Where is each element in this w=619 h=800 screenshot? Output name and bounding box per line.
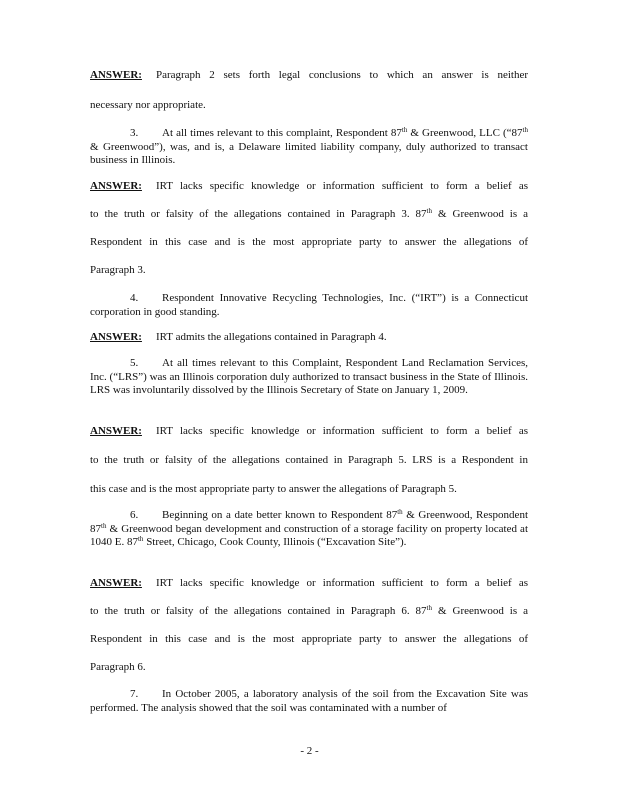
paragraph-5 [90, 357, 528, 398]
paragraph-3-text-a: At all times relevant to this complaint, Respondent 87 [162, 127, 402, 139]
paragraph-6-sup-b: th [101, 521, 107, 530]
paragraph-7-number: 7. [130, 688, 139, 700]
answer-2-text: Paragraph 2 sets forth legal conclusions to which an answer is neither [155, 69, 528, 81]
paragraph-3-sup-b: th [522, 126, 528, 134]
answer-6-sup: th [426, 604, 432, 612]
answer-6-line-2 [90, 605, 528, 619]
answer-6-text-2b: & Greenwood is a [432, 605, 528, 617]
paragraph-5-number: 5. [130, 357, 139, 369]
paragraph-3 [90, 127, 528, 168]
answer-6-text-2a: to the truth or falsity of the allegations contained in Paragraph 6. 87 [90, 605, 427, 617]
paragraph-6-number: 6. [130, 509, 139, 521]
paragraph-4 [90, 292, 528, 319]
answer-label: ANSWER: [90, 69, 142, 81]
answer-3-line-1 [90, 180, 528, 194]
paragraph-3-number: 3. [130, 127, 139, 139]
paragraph-6-sup-a: th [397, 508, 403, 516]
paragraph-6-text-a: Beginning on a date better known to Respondent 87 [162, 509, 398, 521]
answer-label: ANSWER: [90, 577, 142, 589]
paragraph-5-text: At all times relevant to this Complaint, Respondent Land Reclamation Services, Inc. (“LRS”) was an Illinois corporation duly authorized to transact business in the State of Illinois. LRS was involuntarily dissolved by the Illinois Secretary of State on January 1, 2009. [90, 357, 528, 396]
answer-5-line-3: this case and is the most appropriate party to answer the allegations of Paragraph 5. [90, 483, 457, 495]
paragraph-3-text-c: & Greenwood”), was, and is, a Delaware limited liability company, duly authorized to transact business in Illinois. [90, 140, 528, 166]
paragraph-4-number: 4. [130, 292, 139, 304]
answer-2-line-1 [90, 69, 528, 83]
answer-2-line-2: necessary nor appropriate. [90, 99, 206, 111]
answer-4-line-1 [90, 331, 528, 345]
paragraph-3-sup-a: th [401, 126, 408, 134]
paragraph-6-text-b: & Greenwood, Respondent 87 [90, 509, 528, 535]
answer-5-line-2: to the truth or falsity of the allegations contained in Paragraph 5. LRS is a Respondent in [90, 454, 528, 466]
paragraph-6-text-c: & Greenwood began development and construction of a storage facility on property located at 1040 E. 87 [90, 522, 528, 548]
page-number: - 2 - [300, 745, 319, 757]
answer-label: ANSWER: [90, 331, 142, 343]
paragraph-6-text-d: Street, Chicago, Cook County, Illinois (“Excavation Site”). [143, 536, 407, 548]
answer-6-text-1: IRT lacks specific knowledge or information sufficient to form a belief as [155, 577, 528, 589]
paragraph-6 [90, 509, 528, 550]
answer-6-line-3: Respondent in this case and is the most appropriate party to answer the allegations of [90, 633, 528, 645]
answer-5-text-1: IRT lacks specific knowledge or information sufficient to form a belief as [155, 425, 528, 437]
answer-3-text-2b: & Greenwood is a [432, 208, 528, 220]
paragraph-7 [90, 688, 528, 715]
answer-3-text-1: IRT lacks specific knowledge or information sufficient to form a belief as [155, 180, 528, 192]
answer-4-text: IRT admits the allegations contained in Paragraph 4. [155, 331, 387, 343]
answer-3-line-2 [90, 208, 528, 222]
answer-3-sup: th [426, 207, 432, 215]
answer-5-line-1 [90, 425, 528, 439]
answer-label: ANSWER: [90, 425, 142, 437]
answer-3-line-4: Paragraph 3. [90, 264, 146, 276]
answer-label: ANSWER: [90, 180, 142, 192]
answer-6-line-1 [90, 577, 528, 591]
paragraph-6-sup-c: th [137, 535, 144, 543]
answer-3-line-3: Respondent in this case and is the most appropriate party to answer the allegations of [90, 236, 528, 248]
paragraph-7-text: In October 2005, a laboratory analysis of the soil from the Excavation Site was performed. The analysis showed that the soil was contaminated with a number of [90, 688, 528, 714]
answer-6-line-4: Paragraph 6. [90, 661, 146, 673]
answer-3-text-2a: to the truth or falsity of the allegations contained in Paragraph 3. 87 [90, 208, 427, 220]
paragraph-4-text: Respondent Innovative Recycling Technologies, Inc. (“IRT”) is a Connecticut corporation in good standing. [90, 292, 528, 318]
paragraph-3-text-b: & Greenwood, LLC (“87 [407, 127, 523, 139]
